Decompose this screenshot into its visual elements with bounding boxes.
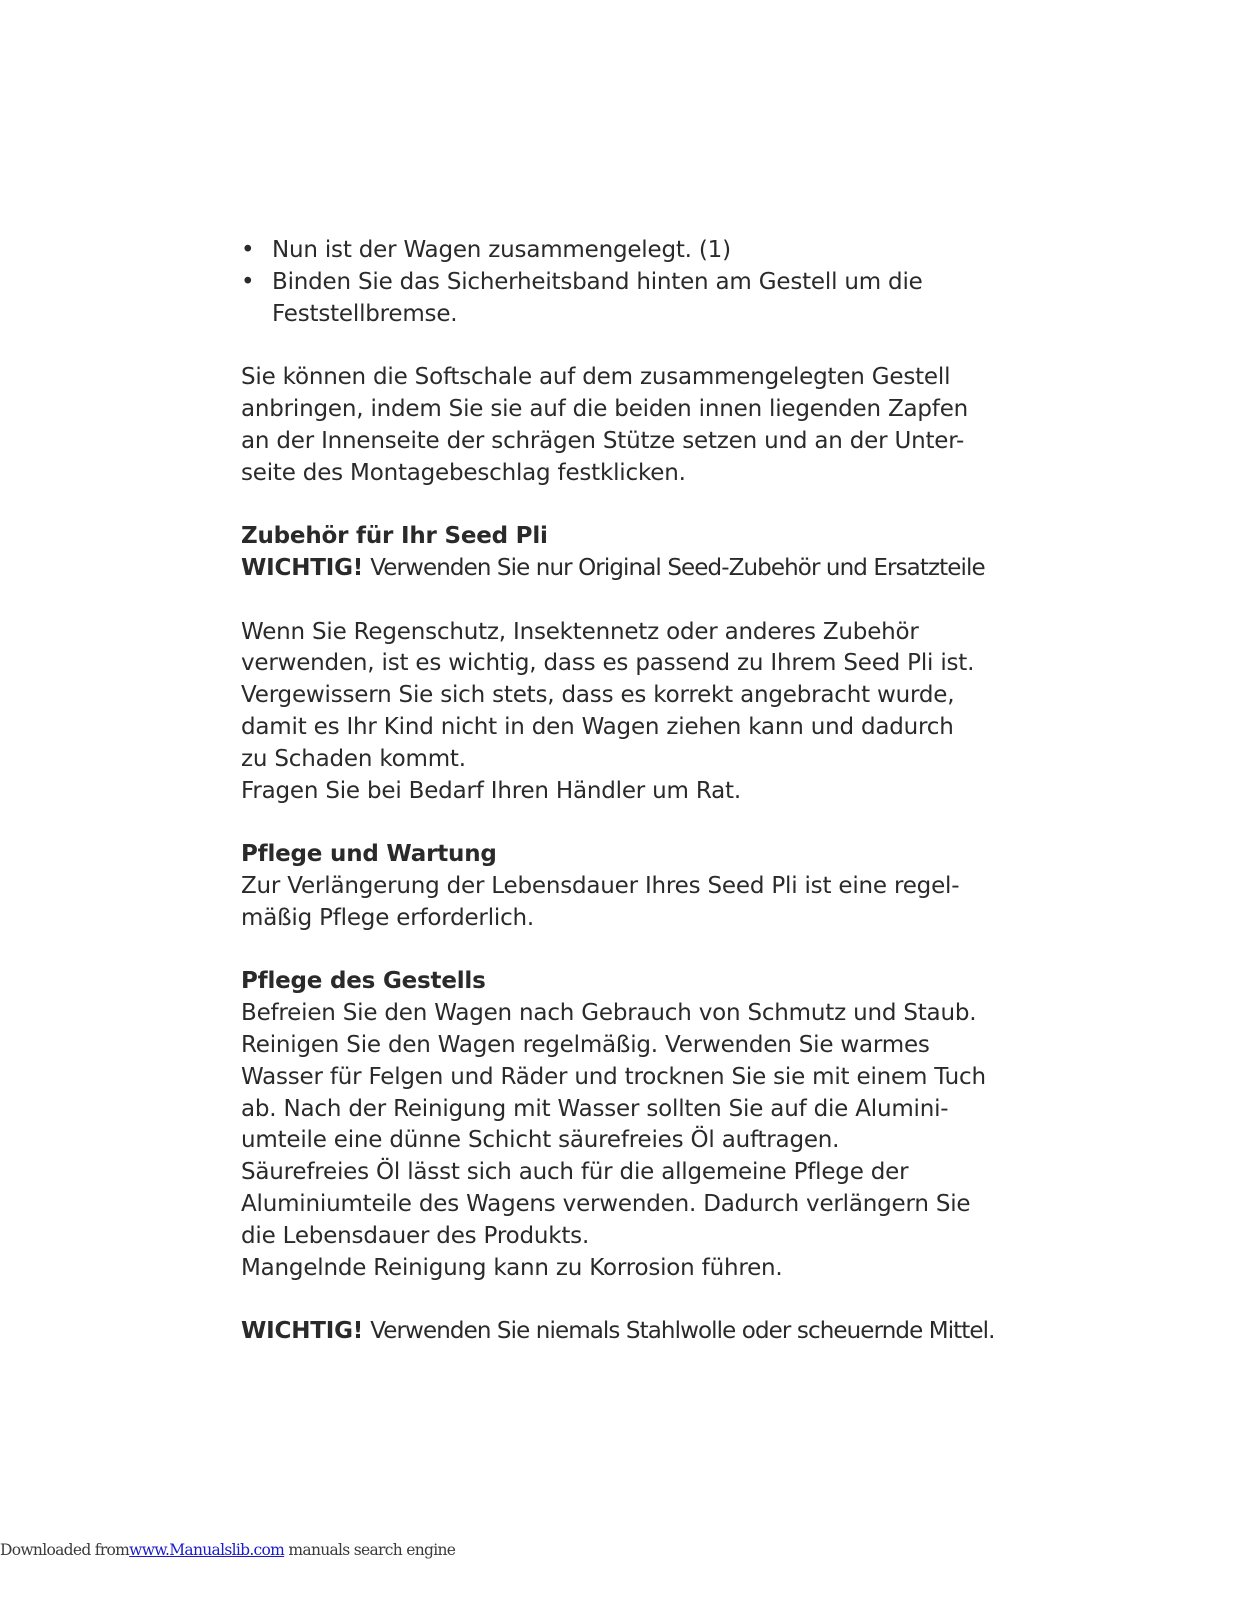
manualslib-link[interactable]: www.Manualslib.com xyxy=(129,1541,285,1559)
page-content xyxy=(241,235,995,1348)
paragraph-line: Wenn Sie Regenschutz, Insektennetz oder anderes Zubehör xyxy=(241,618,919,645)
paragraph-gap xyxy=(241,1284,981,1316)
bullet-text-line: Binden Sie das Sicherheitsband hinten am Gestell um die xyxy=(272,268,923,295)
paragraph-line: Mangelnde Reinigung kann zu Korrosion führen. xyxy=(241,1254,783,1281)
paragraph-line: seite des Montagebeschlag festklicken. xyxy=(241,459,686,486)
paragraph-gap xyxy=(241,330,981,362)
paragraph-gap xyxy=(241,489,981,521)
paragraph-line: Sie können die Softschale auf dem zusammengelegten Gestell xyxy=(241,364,951,391)
frame-care-heading: Pflege des Gestells xyxy=(241,968,486,995)
paragraph-line: Aluminiumteile des Wagens verwenden. Dadurch verlängern Sie xyxy=(241,1190,971,1217)
bullet-dot: • xyxy=(241,268,255,295)
paragraph-line: verwenden, ist es wichtig, dass es passend zu Ihrem Seed Pli ist. xyxy=(241,650,975,677)
footer-suffix: manuals search engine xyxy=(288,1541,456,1559)
bullet-item xyxy=(241,267,981,331)
paragraph-gap xyxy=(241,585,981,617)
bullet-dot: • xyxy=(241,237,255,263)
important-label: WICHTIG! xyxy=(241,554,364,581)
accessories-important-notice xyxy=(241,553,985,585)
paragraph-line: zu Schaden kommt. xyxy=(241,745,466,772)
paragraph-line: Befreien Sie den Wagen nach Gebrauch von Schmutz und Staub. xyxy=(241,1000,977,1027)
bullet-text-line: Feststellbremse. xyxy=(272,300,458,327)
paragraph-gap xyxy=(241,935,981,967)
paragraph-line: an der Innenseite der schrägen Stütze setzen und an der Unter- xyxy=(241,427,965,454)
paragraph-line: mäßig Pflege erforderlich. xyxy=(241,904,535,931)
paragraph-line: Fragen Sie bei Bedarf Ihren Händler um Rat. xyxy=(241,777,741,804)
accessories-heading: Zubehör für Ihr Seed Pli xyxy=(241,523,548,550)
paragraph-line: die Lebensdauer des Produkts. xyxy=(241,1222,590,1249)
paragraph-line: Zur Verlängerung der Lebensdauer Ihres Seed Pli ist eine regel- xyxy=(241,872,960,899)
paragraph-line: anbringen, indem Sie sie auf die beiden innen liegenden Zapfen xyxy=(241,395,969,422)
bullet-text-line: Nun ist der Wagen zusammengelegt. (1) xyxy=(272,237,731,263)
paragraph-line: ab. Nach der Reinigung mit Wasser sollten Sie auf die Alumini- xyxy=(241,1095,949,1122)
paragraph-line: Reinigen Sie den Wagen regelmäßig. Verwenden Sie warmes xyxy=(241,1031,930,1058)
frame-care-important-notice xyxy=(241,1316,995,1348)
download-footer xyxy=(0,1541,455,1559)
paragraph-line: Säurefreies Öl lässt sich auch für die allgemeine Pflege der xyxy=(241,1159,909,1186)
accessories-section xyxy=(241,521,985,807)
care-section xyxy=(241,839,981,934)
paragraph-gap xyxy=(241,807,981,839)
important-label: WICHTIG! xyxy=(241,1318,364,1345)
bullet-list xyxy=(241,235,981,330)
softschale-paragraph xyxy=(241,362,981,489)
footer-prefix: Downloaded from xyxy=(0,1541,130,1559)
paragraph-line: Wasser für Felgen und Räder und trocknen Sie sie mit einem Tuch xyxy=(241,1063,986,1090)
important-text: Verwenden Sie niemals Stahlwolle oder scheuernde Mittel. xyxy=(370,1318,995,1345)
frame-care-section xyxy=(241,966,995,1348)
bullet-item xyxy=(241,235,981,267)
paragraph-line: Vergewissern Sie sich stets, dass es korrekt angebracht wurde, xyxy=(241,682,955,709)
paragraph-line: damit es Ihr Kind nicht in den Wagen ziehen kann und dadurch xyxy=(241,713,954,740)
important-text: Verwenden Sie nur Original Seed-Zubehör und Ersatzteile xyxy=(370,554,985,581)
paragraph-line: umteile eine dünne Schicht säurefreies Öl auftragen. xyxy=(241,1127,840,1154)
care-heading: Pflege und Wartung xyxy=(241,841,497,868)
